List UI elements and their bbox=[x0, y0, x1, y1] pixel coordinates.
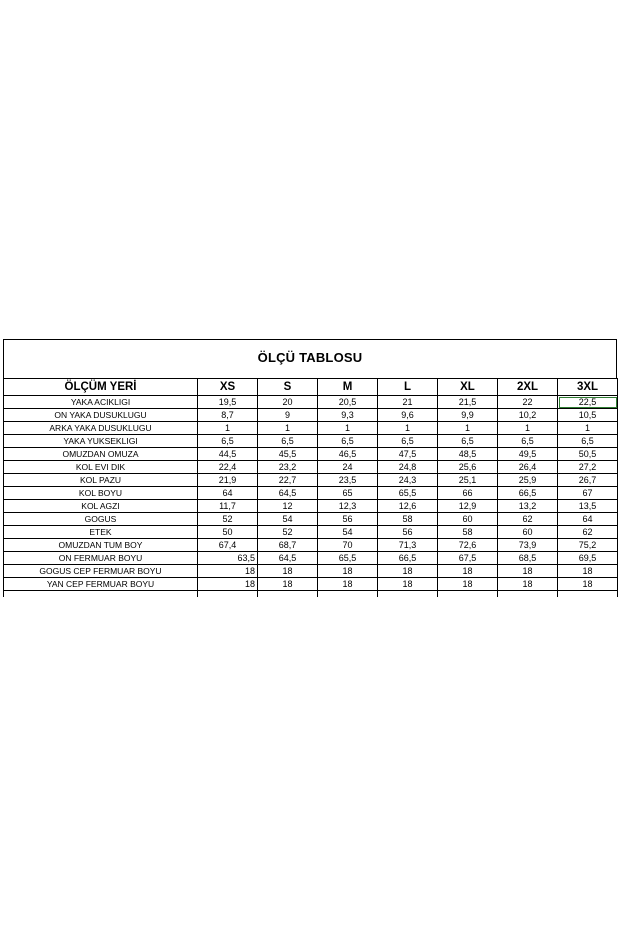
table-row bbox=[4, 461, 618, 474]
table-row bbox=[4, 448, 618, 461]
row-label-cell: ON YAKA DUSUKLUGU bbox=[4, 409, 198, 422]
value-cell: 21 bbox=[378, 396, 438, 409]
row-label-cell: ON FERMUAR BOYU bbox=[4, 552, 198, 565]
value-cell: 12 bbox=[258, 500, 318, 513]
value-cell: 56 bbox=[318, 513, 378, 526]
value-cell: 18 bbox=[378, 578, 438, 591]
empty-cell bbox=[498, 591, 558, 598]
header-row bbox=[4, 379, 618, 396]
value-cell: 18 bbox=[258, 578, 318, 591]
value-cell: 66,5 bbox=[378, 552, 438, 565]
value-cell: 6,5 bbox=[438, 435, 498, 448]
table-row bbox=[4, 409, 618, 422]
value-cell: 18 bbox=[198, 578, 258, 591]
value-cell: 75,2 bbox=[558, 539, 618, 552]
value-cell: 69,5 bbox=[558, 552, 618, 565]
value-cell: 12,3 bbox=[318, 500, 378, 513]
value-cell: 22,4 bbox=[198, 461, 258, 474]
row-label-cell: ETEK bbox=[4, 526, 198, 539]
empty-cell bbox=[198, 591, 258, 598]
header-cell-m: M bbox=[318, 379, 378, 396]
value-cell: 19,5 bbox=[198, 396, 258, 409]
value-cell: 22,5 bbox=[558, 396, 618, 409]
value-cell: 13,2 bbox=[498, 500, 558, 513]
value-cell: 44,5 bbox=[198, 448, 258, 461]
value-cell: 8,7 bbox=[198, 409, 258, 422]
value-cell: 63,5 bbox=[198, 552, 258, 565]
value-cell: 1 bbox=[498, 422, 558, 435]
empty-cell bbox=[378, 591, 438, 598]
value-cell: 1 bbox=[378, 422, 438, 435]
value-cell: 10,5 bbox=[558, 409, 618, 422]
table-row bbox=[4, 513, 618, 526]
header-cell-measure-point: ÖLÇÜM YERİ bbox=[4, 379, 198, 396]
value-cell: 64 bbox=[198, 487, 258, 500]
value-cell: 65,5 bbox=[318, 552, 378, 565]
value-cell: 1 bbox=[558, 422, 618, 435]
value-cell: 60 bbox=[438, 513, 498, 526]
value-cell: 22,7 bbox=[258, 474, 318, 487]
value-cell: 62 bbox=[558, 526, 618, 539]
header-cell-3xl: 3XL bbox=[558, 379, 618, 396]
size-chart-table bbox=[3, 378, 618, 597]
value-cell: 23,2 bbox=[258, 461, 318, 474]
row-label-cell: KOL PAZU bbox=[4, 474, 198, 487]
value-cell: 18 bbox=[498, 578, 558, 591]
value-cell: 67,4 bbox=[198, 539, 258, 552]
value-cell: 58 bbox=[378, 513, 438, 526]
table-row bbox=[4, 526, 618, 539]
value-cell: 54 bbox=[258, 513, 318, 526]
value-cell: 18 bbox=[258, 565, 318, 578]
value-cell: 24 bbox=[318, 461, 378, 474]
value-cell: 13,5 bbox=[558, 500, 618, 513]
row-label-cell: KOL AGZI bbox=[4, 500, 198, 513]
value-cell: 1 bbox=[198, 422, 258, 435]
table-row bbox=[4, 578, 618, 591]
value-cell: 62 bbox=[498, 513, 558, 526]
value-cell: 21,5 bbox=[438, 396, 498, 409]
row-label-cell: GOGUS bbox=[4, 513, 198, 526]
value-cell: 66 bbox=[438, 487, 498, 500]
value-cell: 70 bbox=[318, 539, 378, 552]
value-cell: 68,5 bbox=[498, 552, 558, 565]
value-cell: 67,5 bbox=[438, 552, 498, 565]
value-cell: 73,9 bbox=[498, 539, 558, 552]
value-cell: 11,7 bbox=[198, 500, 258, 513]
value-cell: 50,5 bbox=[558, 448, 618, 461]
value-cell: 52 bbox=[258, 526, 318, 539]
value-cell: 48,5 bbox=[438, 448, 498, 461]
table-row bbox=[4, 552, 618, 565]
value-cell: 67 bbox=[558, 487, 618, 500]
value-cell: 65,5 bbox=[378, 487, 438, 500]
header-cell-s: S bbox=[258, 379, 318, 396]
value-cell: 1 bbox=[258, 422, 318, 435]
value-cell: 9,9 bbox=[438, 409, 498, 422]
value-cell: 20 bbox=[258, 396, 318, 409]
row-label-cell: OMUZDAN TUM BOY bbox=[4, 539, 198, 552]
value-cell: 49,5 bbox=[498, 448, 558, 461]
row-label-cell: ARKA YAKA DUSUKLUGU bbox=[4, 422, 198, 435]
value-cell: 6,5 bbox=[258, 435, 318, 448]
value-cell: 18 bbox=[438, 578, 498, 591]
value-cell: 1 bbox=[438, 422, 498, 435]
value-cell: 18 bbox=[318, 578, 378, 591]
value-cell: 25,9 bbox=[498, 474, 558, 487]
title-row bbox=[3, 339, 617, 378]
empty-cell bbox=[438, 591, 498, 598]
header-cell-xl: XL bbox=[438, 379, 498, 396]
value-cell: 6,5 bbox=[498, 435, 558, 448]
value-cell: 26,7 bbox=[558, 474, 618, 487]
value-cell: 9,3 bbox=[318, 409, 378, 422]
size-chart-sheet bbox=[3, 339, 617, 597]
empty-cell bbox=[4, 591, 198, 598]
size-chart-title: ÖLÇÜ TABLOSU bbox=[257, 350, 363, 365]
value-cell: 18 bbox=[198, 565, 258, 578]
value-cell: 60 bbox=[498, 526, 558, 539]
row-label-cell: OMUZDAN OMUZA bbox=[4, 448, 198, 461]
value-cell: 12,6 bbox=[378, 500, 438, 513]
value-cell: 1 bbox=[318, 422, 378, 435]
value-cell: 54 bbox=[318, 526, 378, 539]
value-cell: 52 bbox=[198, 513, 258, 526]
value-cell: 18 bbox=[438, 565, 498, 578]
value-cell: 6,5 bbox=[378, 435, 438, 448]
value-cell: 18 bbox=[558, 565, 618, 578]
value-cell: 64 bbox=[558, 513, 618, 526]
value-cell: 47,5 bbox=[378, 448, 438, 461]
row-label-cell: KOL BOYU bbox=[4, 487, 198, 500]
row-label-cell: YAKA ACIKLIGI bbox=[4, 396, 198, 409]
value-cell: 50 bbox=[198, 526, 258, 539]
value-cell: 9,6 bbox=[378, 409, 438, 422]
value-cell: 6,5 bbox=[318, 435, 378, 448]
value-cell: 64,5 bbox=[258, 552, 318, 565]
value-cell: 22 bbox=[498, 396, 558, 409]
value-cell: 18 bbox=[378, 565, 438, 578]
empty-cell bbox=[318, 591, 378, 598]
value-cell: 25,6 bbox=[438, 461, 498, 474]
value-cell: 6,5 bbox=[558, 435, 618, 448]
table-row bbox=[4, 396, 618, 409]
header-cell-xs: XS bbox=[198, 379, 258, 396]
value-cell: 20,5 bbox=[318, 396, 378, 409]
value-cell: 10,2 bbox=[498, 409, 558, 422]
value-cell: 25,1 bbox=[438, 474, 498, 487]
value-cell: 66,5 bbox=[498, 487, 558, 500]
table-row bbox=[4, 565, 618, 578]
table-row bbox=[4, 435, 618, 448]
table-row bbox=[4, 422, 618, 435]
value-cell: 12,9 bbox=[438, 500, 498, 513]
value-cell: 71,3 bbox=[378, 539, 438, 552]
value-cell: 58 bbox=[438, 526, 498, 539]
table-row bbox=[4, 539, 618, 552]
header-cell-l: L bbox=[378, 379, 438, 396]
value-cell: 68,7 bbox=[258, 539, 318, 552]
table-row bbox=[4, 500, 618, 513]
value-cell: 65 bbox=[318, 487, 378, 500]
value-cell: 18 bbox=[318, 565, 378, 578]
table-row bbox=[4, 474, 618, 487]
value-cell: 9 bbox=[258, 409, 318, 422]
empty-cell bbox=[258, 591, 318, 598]
value-cell: 27,2 bbox=[558, 461, 618, 474]
value-cell: 72,6 bbox=[438, 539, 498, 552]
value-cell: 64,5 bbox=[258, 487, 318, 500]
value-cell: 23,5 bbox=[318, 474, 378, 487]
value-cell: 26,4 bbox=[498, 461, 558, 474]
row-label-cell: YAN CEP FERMUAR BOYU bbox=[4, 578, 198, 591]
header-cell-2xl: 2XL bbox=[498, 379, 558, 396]
value-cell: 56 bbox=[378, 526, 438, 539]
value-cell: 46,5 bbox=[318, 448, 378, 461]
row-label-cell: GOGUS CEP FERMUAR BOYU bbox=[4, 565, 198, 578]
value-cell: 45,5 bbox=[258, 448, 318, 461]
empty-row bbox=[4, 591, 618, 598]
value-cell: 6,5 bbox=[198, 435, 258, 448]
value-cell: 21,9 bbox=[198, 474, 258, 487]
table-row bbox=[4, 487, 618, 500]
value-cell: 24,8 bbox=[378, 461, 438, 474]
value-cell: 18 bbox=[558, 578, 618, 591]
empty-cell bbox=[558, 591, 618, 598]
row-label-cell: YAKA YUKSEKLIGI bbox=[4, 435, 198, 448]
row-label-cell: KOL EVI DIK bbox=[4, 461, 198, 474]
value-cell: 18 bbox=[498, 565, 558, 578]
value-cell: 24,3 bbox=[378, 474, 438, 487]
